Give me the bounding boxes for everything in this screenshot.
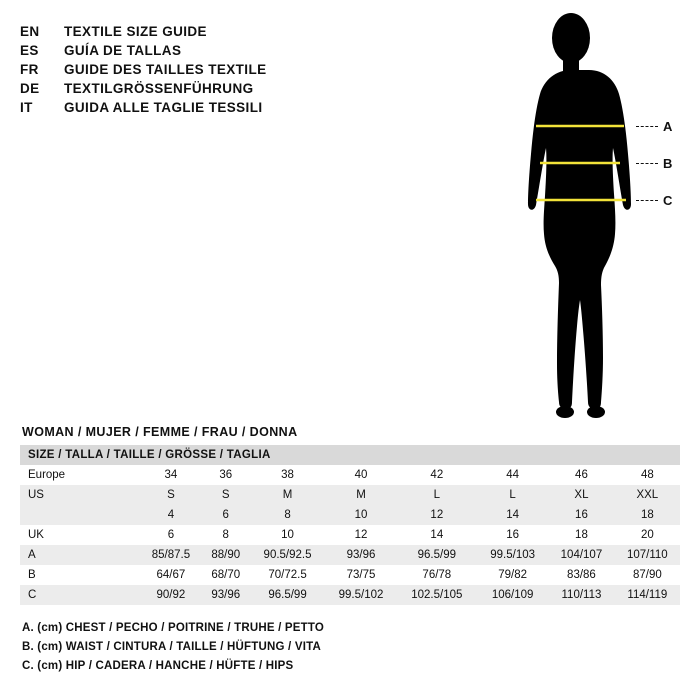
size-table-header-row <box>20 445 680 465</box>
row-value: 16 <box>548 505 614 525</box>
row-value: 88/90 <box>202 545 250 565</box>
row-value: 96.5/99 <box>250 585 326 605</box>
row-value: 87/90 <box>615 565 680 585</box>
row-value: 104/107 <box>548 545 614 565</box>
legend-item-hip: C. (cm) HIP / CADERA / HANCHE / HÜFTE / HIPS <box>22 660 294 672</box>
language-code: DE <box>20 81 40 96</box>
woman-section-header: WOMAN / MUJER / FEMME / FRAU / DONNA <box>22 425 298 439</box>
row-value: 14 <box>397 525 477 545</box>
row-label <box>20 505 140 525</box>
table-row <box>20 545 680 565</box>
row-label: Europe <box>20 465 140 485</box>
row-value: 12 <box>397 505 477 525</box>
size-table <box>20 445 680 605</box>
table-row <box>20 485 680 505</box>
row-value: 83/86 <box>548 565 614 585</box>
language-code: IT <box>20 100 33 115</box>
row-value: M <box>250 485 326 505</box>
language-title: TEXTILGRÖSSENFÜHRUNG <box>64 81 254 96</box>
row-value: 99.5/102 <box>325 585 396 605</box>
row-value: 68/70 <box>202 565 250 585</box>
row-value: M <box>325 485 396 505</box>
row-value: 96.5/99 <box>397 545 477 565</box>
language-title: GUÍA DE TALLAS <box>64 43 182 58</box>
row-value: 12 <box>325 525 396 545</box>
table-row <box>20 585 680 605</box>
row-value: 73/75 <box>325 565 396 585</box>
measurement-legend <box>22 619 700 676</box>
row-value: 90/92 <box>140 585 202 605</box>
hip-leader-line <box>636 200 658 201</box>
row-value: 64/67 <box>140 565 202 585</box>
waist-leader-line <box>636 163 658 164</box>
language-code: ES <box>20 43 39 58</box>
row-value: 36 <box>202 465 250 485</box>
row-value: 46 <box>548 465 614 485</box>
language-title: GUIDE DES TAILLES TEXTILE <box>64 62 267 77</box>
row-value: 85/87.5 <box>140 545 202 565</box>
table-row <box>20 465 680 485</box>
table-row <box>20 505 680 525</box>
row-value: XL <box>548 485 614 505</box>
row-value: 6 <box>140 525 202 545</box>
language-row <box>20 60 267 79</box>
row-value: 102.5/105 <box>397 585 477 605</box>
row-value: 18 <box>615 505 680 525</box>
language-row <box>20 22 267 41</box>
row-value: 90.5/92.5 <box>250 545 326 565</box>
table-row <box>20 525 680 545</box>
language-title: GUIDA ALLE TAGLIE TESSILI <box>64 100 263 115</box>
row-value: S <box>202 485 250 505</box>
row-value: 99.5/103 <box>477 545 548 565</box>
row-value: 44 <box>477 465 548 485</box>
row-value: 107/110 <box>615 545 680 565</box>
row-value: 14 <box>477 505 548 525</box>
row-value: 76/78 <box>397 565 477 585</box>
size-chart-section <box>0 425 700 676</box>
row-value: 38 <box>250 465 326 485</box>
language-row <box>20 41 267 60</box>
language-code: EN <box>20 24 40 39</box>
legend-item-waist: B. (cm) WAIST / CINTURA / TAILLE / HÜFTUNG / VITA <box>22 641 321 653</box>
row-value: 114/119 <box>615 585 680 605</box>
row-value: 110/113 <box>548 585 614 605</box>
row-value: 42 <box>397 465 477 485</box>
row-label: C <box>20 585 140 605</box>
silhouette-icon <box>500 8 685 423</box>
row-value: L <box>397 485 477 505</box>
row-value: 8 <box>250 505 326 525</box>
language-code: FR <box>20 62 39 77</box>
row-value: 93/96 <box>325 545 396 565</box>
row-value: 10 <box>250 525 326 545</box>
language-title: TEXTILE SIZE GUIDE <box>64 24 207 39</box>
row-value: 6 <box>202 505 250 525</box>
measure-label-c: C <box>663 193 673 208</box>
row-value: 48 <box>615 465 680 485</box>
legend-item-chest: A. (cm) CHEST / PECHO / POITRINE / TRUHE / PETTO <box>22 622 325 634</box>
row-value: S <box>140 485 202 505</box>
row-value: 10 <box>325 505 396 525</box>
row-value: 20 <box>615 525 680 545</box>
row-value: 70/72.5 <box>250 565 326 585</box>
row-value: 40 <box>325 465 396 485</box>
row-label: US <box>20 485 140 505</box>
measure-label-b: B <box>663 156 673 171</box>
row-value: 16 <box>477 525 548 545</box>
row-value: XXL <box>615 485 680 505</box>
size-table-header-label: SIZE / TALLA / TAILLE / GRÖSSE / TAGLIA <box>20 445 680 465</box>
row-value: L <box>477 485 548 505</box>
female-silhouette-figure <box>500 8 685 423</box>
language-row <box>20 79 267 98</box>
measure-label-a: A <box>663 119 673 134</box>
language-title-list <box>20 22 267 117</box>
chest-leader-line <box>636 126 658 127</box>
language-row <box>20 98 267 117</box>
table-row <box>20 565 680 585</box>
row-value: 4 <box>140 505 202 525</box>
row-value: 34 <box>140 465 202 485</box>
row-label: A <box>20 545 140 565</box>
row-value: 18 <box>548 525 614 545</box>
row-value: 93/96 <box>202 585 250 605</box>
row-value: 106/109 <box>477 585 548 605</box>
row-label: UK <box>20 525 140 545</box>
row-value: 79/82 <box>477 565 548 585</box>
row-value: 8 <box>202 525 250 545</box>
row-label: B <box>20 565 140 585</box>
